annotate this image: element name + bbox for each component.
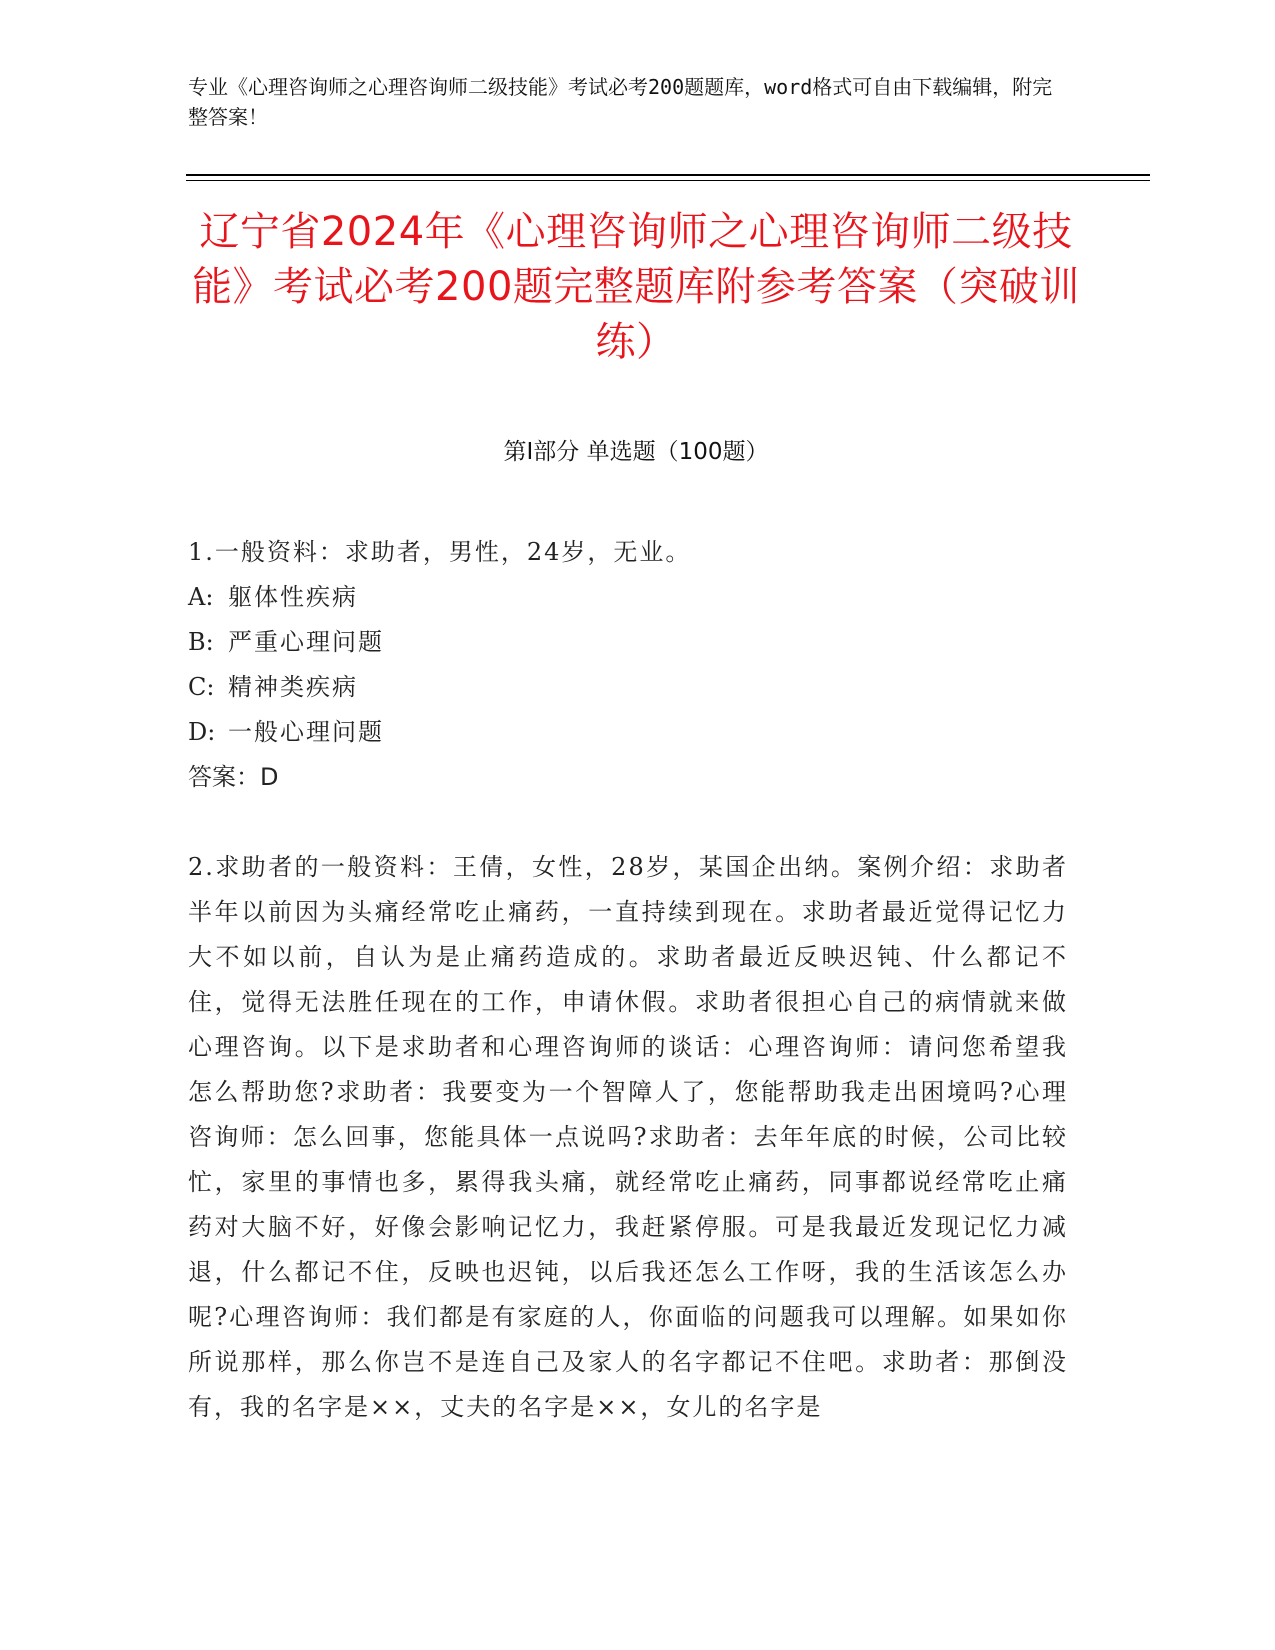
question-1 bbox=[188, 530, 1068, 800]
option-key: C: bbox=[188, 673, 215, 701]
option-text: 躯体性疾病 bbox=[228, 583, 358, 611]
option-text: 一般心理问题 bbox=[228, 718, 384, 746]
header-note: 专业《心理咨询师之心理咨询师二级技能》考试必考200题题库，word格式可自由下载编辑，附完整答案！ bbox=[188, 75, 1053, 129]
header-rule-thin bbox=[186, 180, 1150, 181]
question-stem: 1.一般资料：求助者，男性，24岁，无业。 bbox=[188, 538, 692, 566]
option-c bbox=[188, 665, 1068, 710]
header-rule-thick bbox=[186, 174, 1150, 176]
option-key: B: bbox=[188, 628, 214, 656]
option-key: A: bbox=[188, 583, 214, 611]
question-2: 2.求助者的一般资料：王倩，女性，28岁，某国企出纳。案例介绍：求助者半年以前因为头痛经常吃止痛药，一直持续到现在。求助者最近觉得记忆力大不如以前，自认为是止痛药造成的。求助者最近反映迟钝、什么都记不住，觉得无法胜任现在的工作，申请休假。求助者很担心自己的病情就来做心理咨询。以下是求助者和心理咨询师的谈话：心理咨询师：请问您希望我怎么帮助您?求助者：我要变为一个智障人了，您能帮助我走出困境吗?心理咨询师：怎么回事，您能具体一点说吗?求助者：去年年底的时候，公司比较忙，家里的事情也多，累得我头痛，就经常吃止痛药，同事都说经常吃止痛药对大脑不好，好像会影响记忆力，我赶紧停服。可是我最近发现记忆力减退，什么都记不住，反映也迟钝，以后我还怎么工作呀，我的生活该怎么办呢?心理咨询师：我们都是有家庭的人，你面临的问题我可以理解。如果如你所说那样，那么你岂不是连自己及家人的名字都记不住吧。求助者：那倒没有，我的名字是××，丈夫的名字是××，女儿的名字是 bbox=[188, 853, 1068, 1421]
option-d bbox=[188, 710, 1068, 755]
option-a bbox=[188, 575, 1068, 620]
option-b bbox=[188, 620, 1068, 665]
section-title: 第I部分 单选题（100题） bbox=[503, 439, 769, 465]
option-text: 精神类疾病 bbox=[228, 673, 358, 701]
answer-line: 答案：D bbox=[188, 763, 279, 791]
option-key: D: bbox=[188, 718, 216, 746]
option-text: 严重心理问题 bbox=[228, 628, 384, 656]
document-title: 辽宁省2024年《心理咨询师之心理咨询师二级技能》考试必考200题完整题库附参考答案（突破训练） bbox=[192, 209, 1080, 365]
